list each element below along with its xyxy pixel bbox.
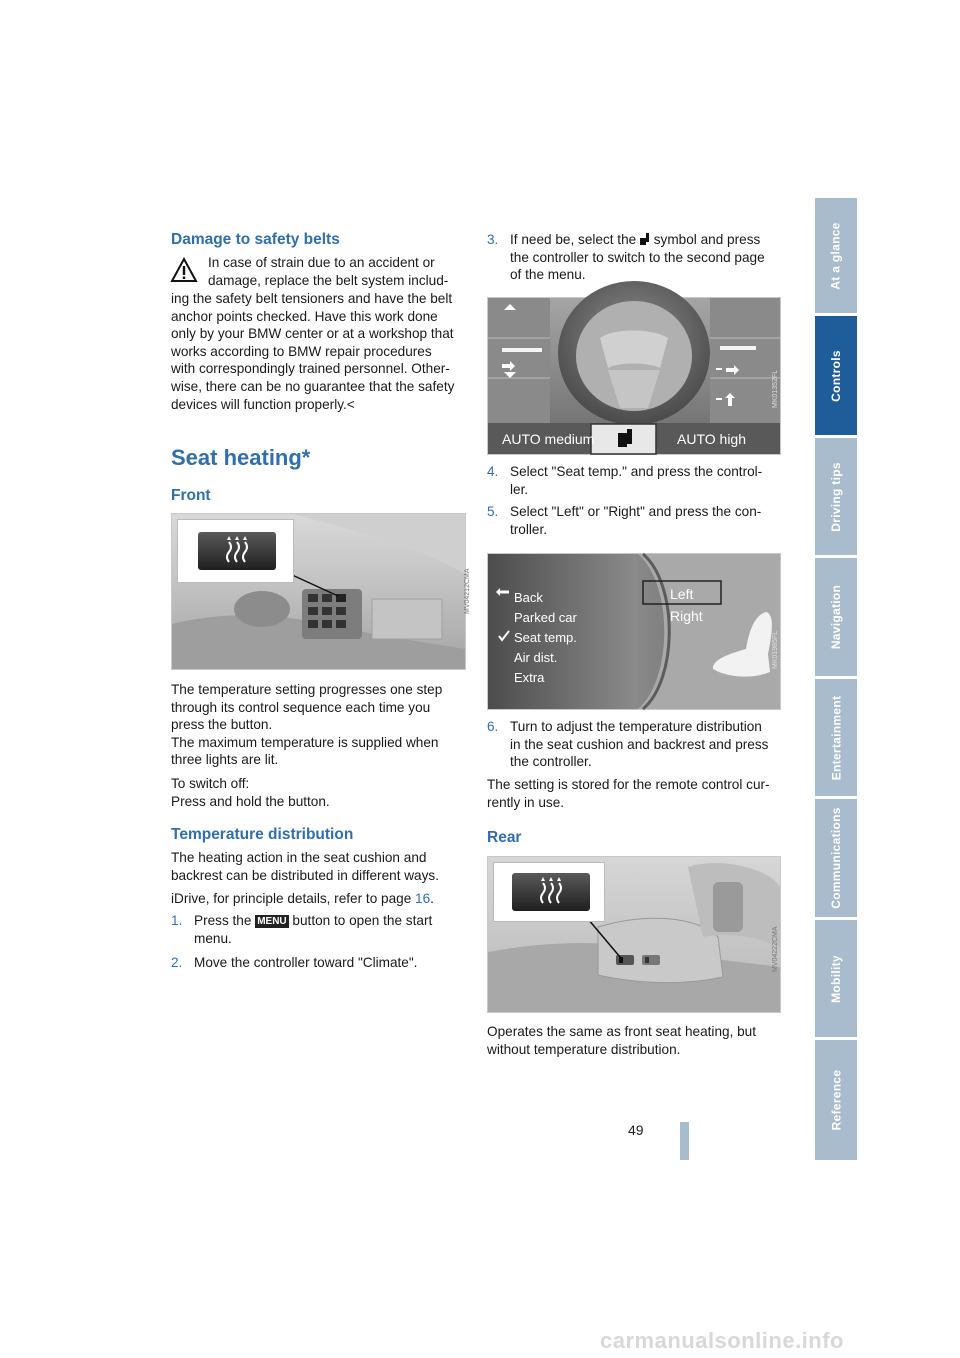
stored-paragraph: The setting is stored for the remote control cur- rently in use. (487, 777, 770, 810)
rear-heading: Rear (487, 829, 522, 846)
auto-medium-label: AUTO medium (502, 431, 595, 447)
seat-menu-list (514, 588, 577, 688)
tab-driving-tips[interactable]: Driving tips (815, 438, 857, 555)
step-4: 4. Select "Seat temp." and press the control- ler. (487, 464, 763, 497)
tab-reference[interactable]: Reference (815, 1040, 857, 1160)
menu-item-back[interactable]: Back (514, 590, 543, 605)
switch-off-paragraph: To switch off: Press and hold the button. (171, 776, 330, 809)
menu-item-air-dist[interactable]: Air dist. (514, 650, 558, 665)
tab-communications[interactable]: Communications (815, 799, 857, 917)
rear-seat-button-image (487, 856, 781, 1013)
option-right[interactable]: Right (670, 608, 703, 624)
step-1: 1. Press the MENU button to open the start menu. (171, 913, 433, 946)
page-link[interactable]: 16 (415, 891, 431, 906)
page-number-bar (680, 1122, 689, 1160)
rear-image-code: MV04222CMA (772, 926, 779, 972)
heat-waves-icon (198, 532, 276, 570)
watermark: carmanualsonline.info (600, 1328, 844, 1353)
tab-at-a-glance[interactable]: At a glance (815, 198, 857, 313)
front-paragraph: The temperature setting progresses one step through its control sequence each time you press the button. The maximum temperature is supplied when three lights are lit. (171, 682, 443, 768)
tab-entertainment[interactable]: Entertainment (815, 679, 857, 796)
front-heading: Front (171, 487, 211, 504)
climate-image-code: MK01352FL (772, 369, 779, 408)
rear-heat-waves-icon (512, 873, 590, 911)
menu-item-seat-temp[interactable]: Seat temp. (514, 630, 577, 645)
front-seat-button-image (171, 513, 471, 670)
warning-text: ing the safety belt tensioners and have the belt anchor points checked. Have this work done only by your BMW center or at a workshop that works according to BMW repair procedures with correspondingly trained personnel. Other- wise, there can be no guarantee that the safety devices will function properly.< (171, 291, 455, 412)
rear-seat-heat-button (512, 873, 590, 911)
step-2: 2. Move the controller toward "Climate". (171, 955, 418, 970)
seat-heat-button (198, 532, 276, 570)
damage-heading: Damage to safety belts (171, 231, 340, 248)
menu-item-parked-car[interactable]: Parked car (514, 610, 577, 625)
rear-button-inset (493, 862, 605, 922)
idrive-reference: iDrive, for principle details, refer to page 16. (171, 891, 434, 906)
seat-temp-menu-screen (487, 553, 781, 710)
tab-controls[interactable]: Controls (815, 316, 857, 435)
menu-image-code: MK01985FL (772, 630, 779, 669)
front-button-inset (177, 519, 294, 583)
step-5: 5. Select "Left" or "Right" and press the con- troller. (487, 504, 762, 537)
page-number: 49 (628, 1122, 644, 1138)
step-6: 6. Turn to adjust the temperature distribution in the seat cushion and backrest and press the controller. (487, 719, 769, 770)
rear-paragraph: Operates the same as front seat heating, but without temperature distribution. (487, 1024, 757, 1057)
warning-triangle-icon (171, 258, 197, 282)
tab-navigation[interactable]: Navigation (815, 558, 857, 676)
menu-key-icon: MENU (257, 916, 287, 927)
end-mark: < (346, 396, 355, 412)
climate-menu-screen (487, 297, 781, 455)
tab-mobility[interactable]: Mobility (815, 920, 857, 1037)
seat-heating-heading: Seat heating* (171, 445, 311, 470)
option-left[interactable]: Left (670, 586, 694, 602)
menu-item-extra[interactable]: Extra (514, 670, 545, 685)
warning-line-1: In case of strain due to an accident or (208, 255, 435, 270)
step-3: 3. If need be, select the symbol and press the controller to switch to the second page of the menu. (487, 232, 765, 283)
next-page-symbol-icon (640, 233, 650, 245)
temperature-distribution-heading: Temperature distribution (171, 826, 354, 843)
temp-dist-paragraph: The heating action in the seat cushion and backrest can be distributed in different ways. (171, 850, 439, 883)
warning-line-2: damage, replace the belt system includ- (208, 273, 449, 288)
front-image-code: MV04212CMA (464, 568, 471, 614)
auto-high-label: AUTO high (677, 431, 746, 447)
